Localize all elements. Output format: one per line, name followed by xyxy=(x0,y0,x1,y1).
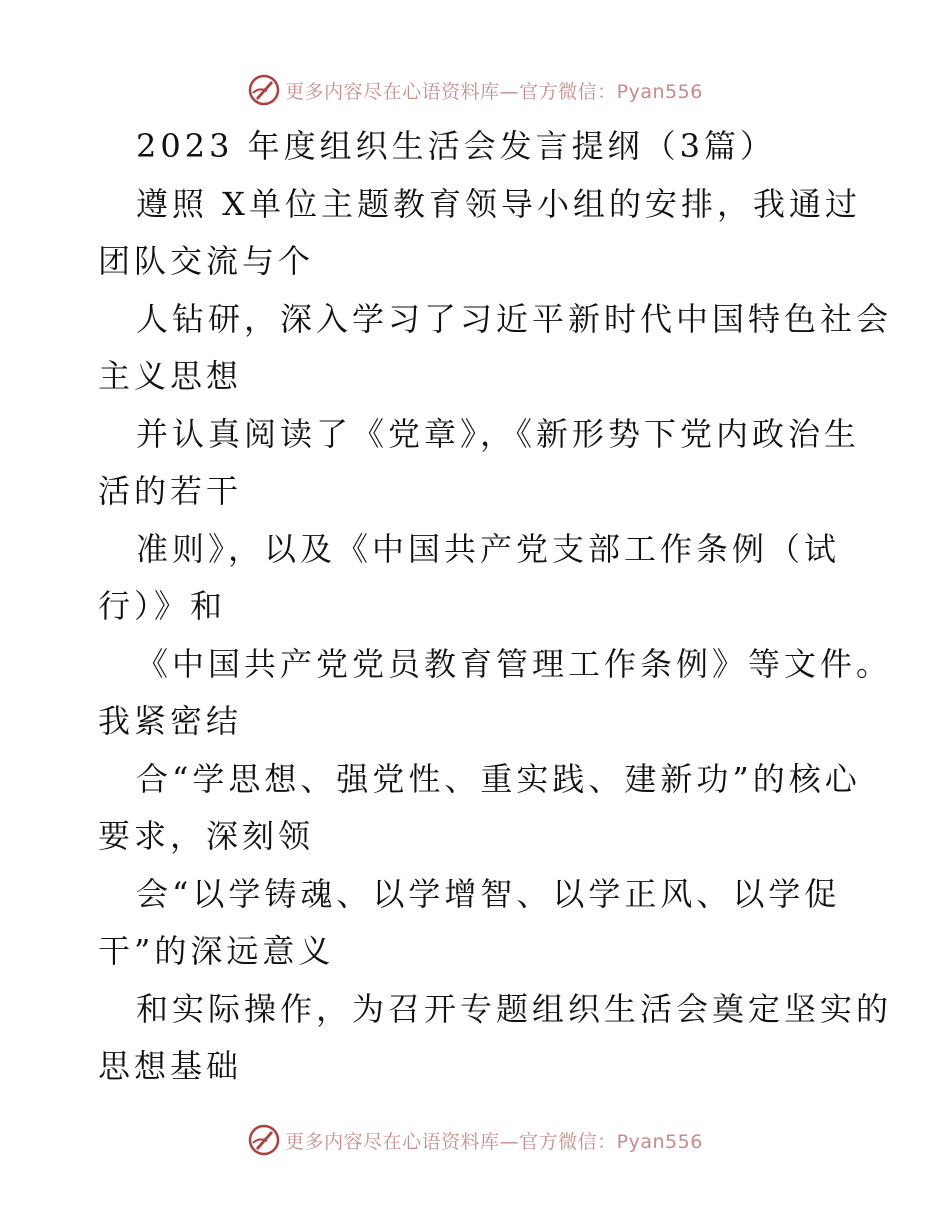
paragraph-line: 团队交流与个 xyxy=(98,242,315,280)
paragraph-line: 和实际操作，为召开专题组织生活会奠定坚实的 xyxy=(136,989,893,1028)
paragraph-line: 主义思想 xyxy=(98,357,243,395)
document-title: 2023 年度组织生活会发言提纲（3篇） xyxy=(136,127,776,165)
banner-text: 更多内容尽在心语资料库—官方微信：Pyan556 xyxy=(285,1130,703,1153)
paragraph-line: 准则》，以及《中国共产党支部工作条例（试 xyxy=(136,529,841,568)
paragraph-line: 行）》和 xyxy=(98,587,227,625)
paragraph-line: 《中国共产党党员教育管理工作条例》等文件。 xyxy=(136,644,893,683)
paragraph-line: 会“以学铸魂、以学增智、以学正风、以学促 xyxy=(136,874,841,913)
paragraph-line: 遵照 X单位主题教育领导小组的安排，我通过 xyxy=(136,184,861,223)
paragraph-line: 思想基础 xyxy=(98,1047,243,1085)
paragraph-line: 干”的深远意义 xyxy=(98,932,335,970)
header-banner xyxy=(0,70,950,110)
paragraph-line: 要求，深刻领 xyxy=(98,817,315,855)
quill-seal-icon xyxy=(247,1123,281,1157)
paragraph-line: 活的若干 xyxy=(98,472,243,510)
banner-text: 更多内容尽在心语资料库—官方微信：Pyan556 xyxy=(285,80,703,103)
quill-seal-icon xyxy=(247,73,281,107)
paragraph-line: 并认真阅读了《党章》，《新形势下党内政治生 xyxy=(136,414,861,453)
paragraph-line: 合“学思想、强党性、重实践、建新功”的核心 xyxy=(136,759,861,798)
paragraph-line: 我紧密结 xyxy=(98,702,243,740)
paragraph-line: 人钻研，深入学习了习近平新时代中国特色社会 xyxy=(136,299,893,338)
document-body xyxy=(98,118,893,1096)
footer-banner xyxy=(0,1120,950,1160)
